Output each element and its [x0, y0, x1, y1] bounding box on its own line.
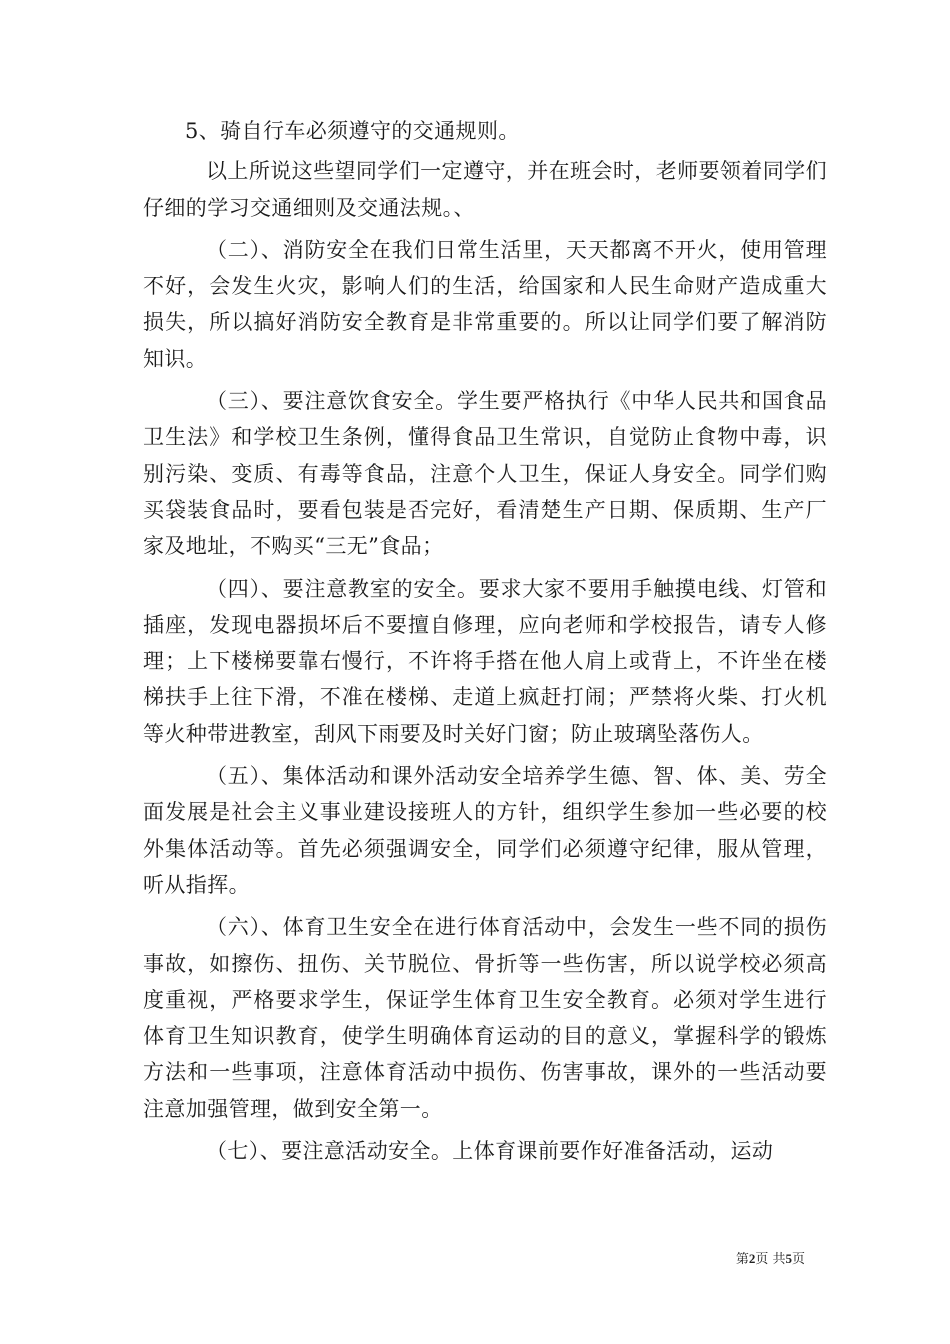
- paragraph-classroom-safety: （四）、要注意教室的安全。要求大家不要用手触摸电线、灯管和插座，发现电器损坏后不要擅自修理，应向老师和学校报告，请专人修理；上下楼梯要靠右慢行，不许将手搭在他人肩上或背上，不许坐在楼梯扶手上往下滑，不准在楼梯、走道上疯赶打闹；严禁将火柴、打火机等火种带进教室，刮风下雨要及时关好门窗；防止玻璃坠落伤人。: [143, 576, 827, 746]
- paragraph-item-5: 5、骑自行车必须遵守的交通规则。: [185, 119, 520, 143]
- paragraph-food-safety: （三）、要注意饮食安全。学生要严格执行《中华人民共和国食品卫生法》和学校卫生条例，懂得食品卫生常识，自觉防止食物中毒，识别污染、变质、有毒等食品，注意个人卫生，保证人身安全。同学们购买袋装食品时，要看包装是否完好，看清楚生产日期、保质期、生产厂家及地址，不购买“三无”食品；: [143, 389, 827, 559]
- footer-total-pages: 5: [785, 1251, 792, 1266]
- paragraph-fire-safety: （二）、消防安全在我们日常生活里，天天都离不开火，使用管理不好，会发生火灾，影响人们的生活，给国家和人民生命财产造成重大损失，所以搞好消防安全教育是非常重要的。所以让同学们要了解消防知识。: [143, 237, 827, 371]
- footer-current-page: 2: [748, 1251, 756, 1266]
- footer-middle: 页 共: [755, 1252, 786, 1267]
- paragraph-group-activity-safety: （五）、集体活动和课外活动安全培养学生德、智、体、美、劳全面发展是社会主义事业建设接班人的方针，组织学生参加一些必要的校外集体活动等。首先必须强调安全，同学们必须遵守纪律，服从管理，听从指挥。: [143, 764, 827, 897]
- paragraph-sports-hygiene-safety: （六）、体育卫生安全在进行体育活动中，会发生一些不同的损伤事故，如擦伤、扭伤、关节脱位、骨折等一些伤害，所以说学校必须高度重视，严格要求学生，保证学生体育卫生安全教育。必须对学生进行体育卫生知识教育，使学生明确体育运动的目的意义，掌握科学的锻炼方法和一些事项，注意体育活动中损伤、伤害事故，课外的一些活动要注意加强管理，做到安全第一。: [143, 915, 827, 1121]
- paragraph-activity-safety: （七）、要注意活动安全。上体育课前要作好准备活动，运动: [206, 1139, 774, 1164]
- page-number-footer: [736, 1248, 805, 1267]
- document-body: [143, 113, 827, 1169]
- footer-prefix: 第: [735, 1252, 749, 1267]
- footer-suffix: 页: [791, 1252, 805, 1267]
- paragraph-summary: 以上所说这些望同学们一定遵守，并在班会时，老师要领着同学们仔细的学习交通细则及交通法规。、: [143, 159, 827, 220]
